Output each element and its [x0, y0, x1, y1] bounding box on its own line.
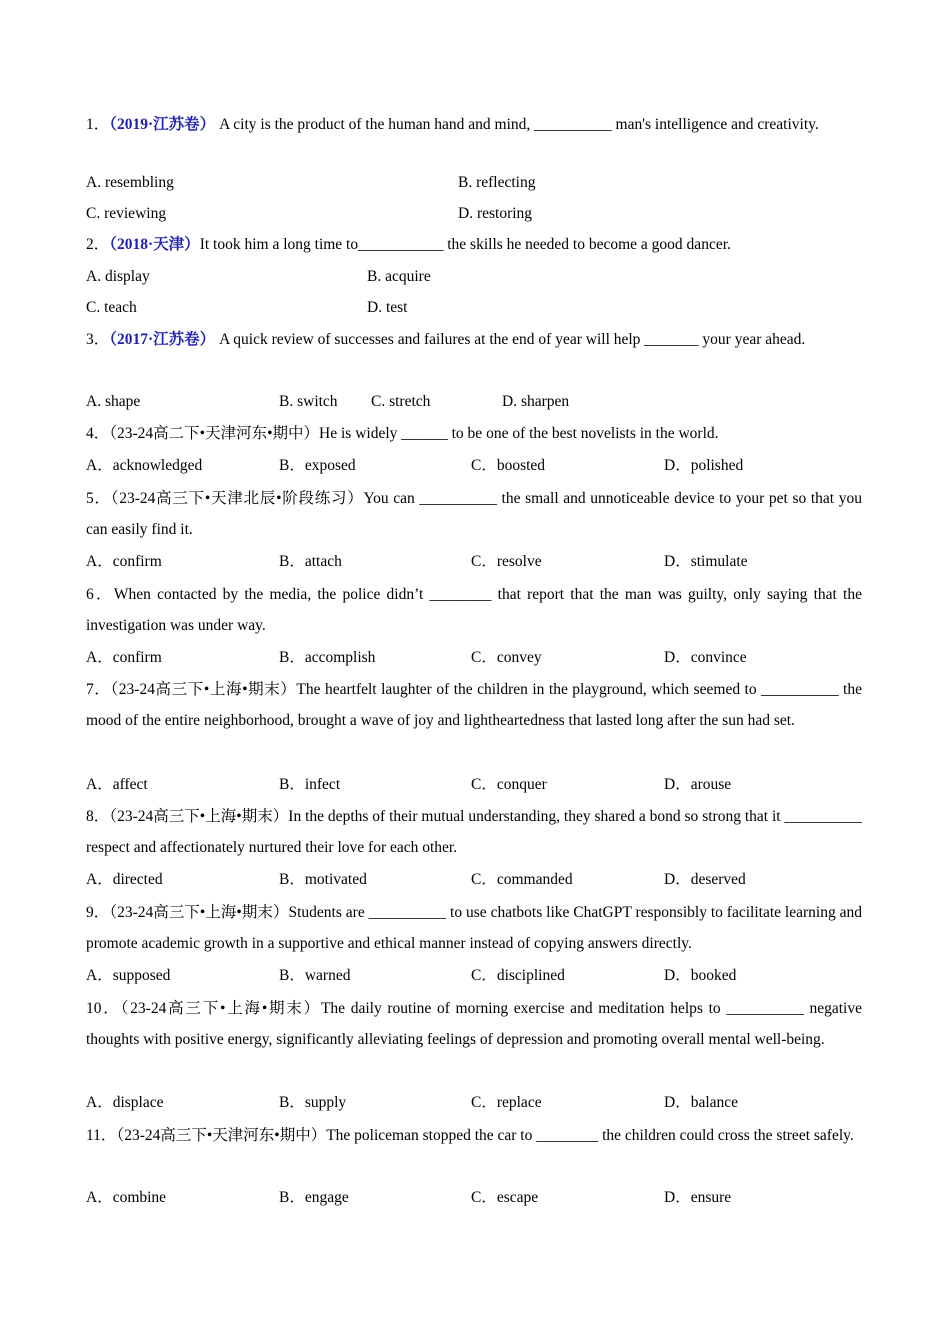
option-c: C．replace	[471, 1094, 542, 1111]
question-source: （2019·江苏卷）	[109, 116, 216, 133]
options-row	[86, 642, 862, 673]
options-row	[86, 261, 862, 292]
question-source: （23-24高三下•上海•期末）	[109, 808, 289, 825]
question-10	[86, 993, 862, 1055]
question-text: The daily routine of morning exercise and meditation helps to __________ negative thoughts with positive energy, significantly alleviating feelings of depression and promoting overall mental well-being.	[86, 1000, 862, 1048]
option-d: D．polished	[664, 457, 744, 474]
option-c: C．boosted	[471, 457, 546, 474]
option-d: D. sharpen	[502, 393, 570, 410]
question-4	[86, 418, 862, 449]
option-c: C．resolve	[471, 553, 542, 570]
option-b: B．attach	[279, 553, 342, 570]
question-text: In the depths of their mutual understanding, they shared a bond so strong that it __________ respect and affectionately nurtured their love for each other.	[86, 808, 862, 856]
question-number: 5．	[86, 490, 111, 507]
option-a: A. resembling	[86, 174, 174, 191]
question-7	[86, 674, 862, 736]
option-d: D. test	[367, 299, 408, 316]
question-number: 2．	[86, 236, 110, 253]
options-row	[86, 864, 862, 895]
question-number: 6．	[86, 586, 114, 603]
options-row	[86, 292, 862, 323]
question-number: 7．	[86, 681, 111, 698]
option-d: D. restoring	[458, 205, 533, 222]
option-b: B．exposed	[279, 457, 356, 474]
option-c: C．convey	[471, 649, 542, 666]
option-a: A．directed	[86, 871, 163, 888]
option-c: C. stretch	[371, 393, 431, 410]
option-a: A．affect	[86, 776, 148, 793]
question-number: 3．	[86, 331, 110, 348]
option-c: C. reviewing	[86, 205, 167, 222]
option-d: D．balance	[664, 1094, 739, 1111]
question-number: 4．	[86, 425, 110, 442]
option-d: D．arouse	[664, 776, 732, 793]
option-a: A．confirm	[86, 553, 162, 570]
option-d: D．stimulate	[664, 553, 748, 570]
question-source: （23-24高三下•上海•期末）	[120, 1000, 321, 1017]
question-text: The policeman stopped the car to ________ the children could cross the street safely.	[326, 1127, 854, 1144]
option-b: B．warned	[279, 967, 351, 984]
question-3	[86, 324, 862, 355]
option-b: B．infect	[279, 776, 341, 793]
options-row	[86, 167, 862, 198]
option-c: C．conquer	[471, 776, 547, 793]
question-number: 11．	[86, 1127, 117, 1144]
option-a: A．displace	[86, 1094, 164, 1111]
question-number: 1．	[86, 116, 110, 133]
question-source: （23-24高三下•上海•期末）	[110, 681, 297, 698]
question-6	[86, 579, 862, 641]
question-text: The heartfelt laughter of the children in the playground, which seemed to __________ the mood of the entire neighborhood, brought a wave of joy and lightheartedness that lasted long after the sun had set.	[86, 681, 862, 729]
question-source: （23-24高三下•天津河东•期中）	[116, 1127, 327, 1144]
question-5	[86, 483, 862, 545]
option-c: C．escape	[471, 1189, 539, 1206]
question-source: （23-24高三下•天津北辰•阶段练习）	[110, 490, 364, 507]
question-text: A quick review of successes and failures at the end of year will help _______ your year ahead.	[215, 331, 806, 348]
option-b: B. acquire	[367, 268, 431, 285]
options-row	[86, 450, 862, 481]
option-d: D．deserved	[664, 871, 746, 888]
options-row	[86, 546, 862, 577]
option-a: A．acknowledged	[86, 457, 203, 474]
option-b: B．accomplish	[279, 649, 376, 666]
options-row	[86, 960, 862, 991]
option-a: A. shape	[86, 393, 141, 410]
option-a: A．supposed	[86, 967, 171, 984]
option-b: B．engage	[279, 1189, 349, 1206]
options-row	[86, 769, 862, 800]
question-1	[86, 109, 862, 140]
question-8	[86, 801, 862, 863]
option-a: A．confirm	[86, 649, 162, 666]
question-number: 8．	[86, 808, 110, 825]
option-b: B．supply	[279, 1094, 347, 1111]
option-c: C．disciplined	[471, 967, 565, 984]
option-c: C. teach	[86, 299, 137, 316]
question-11	[86, 1120, 862, 1151]
question-text: Students are __________ to use chatbots like ChatGPT responsibly to facilitate learning and promote academic growth in a supportive and ethical manner instead of copying answers directly.	[86, 904, 863, 952]
question-number: 10．	[86, 1000, 121, 1017]
option-a: A. display	[86, 268, 150, 285]
question-2	[86, 229, 862, 260]
question-source: （23-24高二下•天津河东•期中）	[109, 425, 320, 442]
question-text: It took him a long time to___________ the skills he needed to become a good dancer.	[199, 236, 731, 253]
option-d: D．ensure	[664, 1189, 732, 1206]
option-c: C．commanded	[471, 871, 573, 888]
question-text: You can __________ the small and unnoticeable device to your pet so that you can easily find it.	[86, 490, 862, 538]
option-a: A．combine	[86, 1189, 167, 1206]
question-source: （2018·天津）	[109, 236, 200, 253]
options-row	[86, 386, 862, 417]
question-text: He is widely ______ to be one of the best novelists in the world.	[319, 425, 719, 442]
question-text: When contacted by the media, the police didn’t ________ that report that the man was guilty, only saying that the investigation was under way.	[86, 586, 862, 634]
question-source: （2017·江苏卷）	[109, 331, 216, 348]
option-b: B. reflecting	[458, 174, 536, 191]
options-row	[86, 1182, 862, 1213]
question-text: A city is the product of the human hand and mind, __________ man's intelligence and creativity.	[215, 116, 819, 133]
options-row	[86, 198, 862, 229]
option-d: D．convince	[664, 649, 747, 666]
question-source: （23-24高三下•上海•期末）	[109, 904, 289, 921]
option-b: B. switch	[279, 393, 338, 410]
question-9	[86, 897, 862, 959]
options-row	[86, 1087, 862, 1118]
option-d: D．booked	[664, 967, 737, 984]
question-number: 9．	[86, 904, 110, 921]
option-b: B．motivated	[279, 871, 367, 888]
